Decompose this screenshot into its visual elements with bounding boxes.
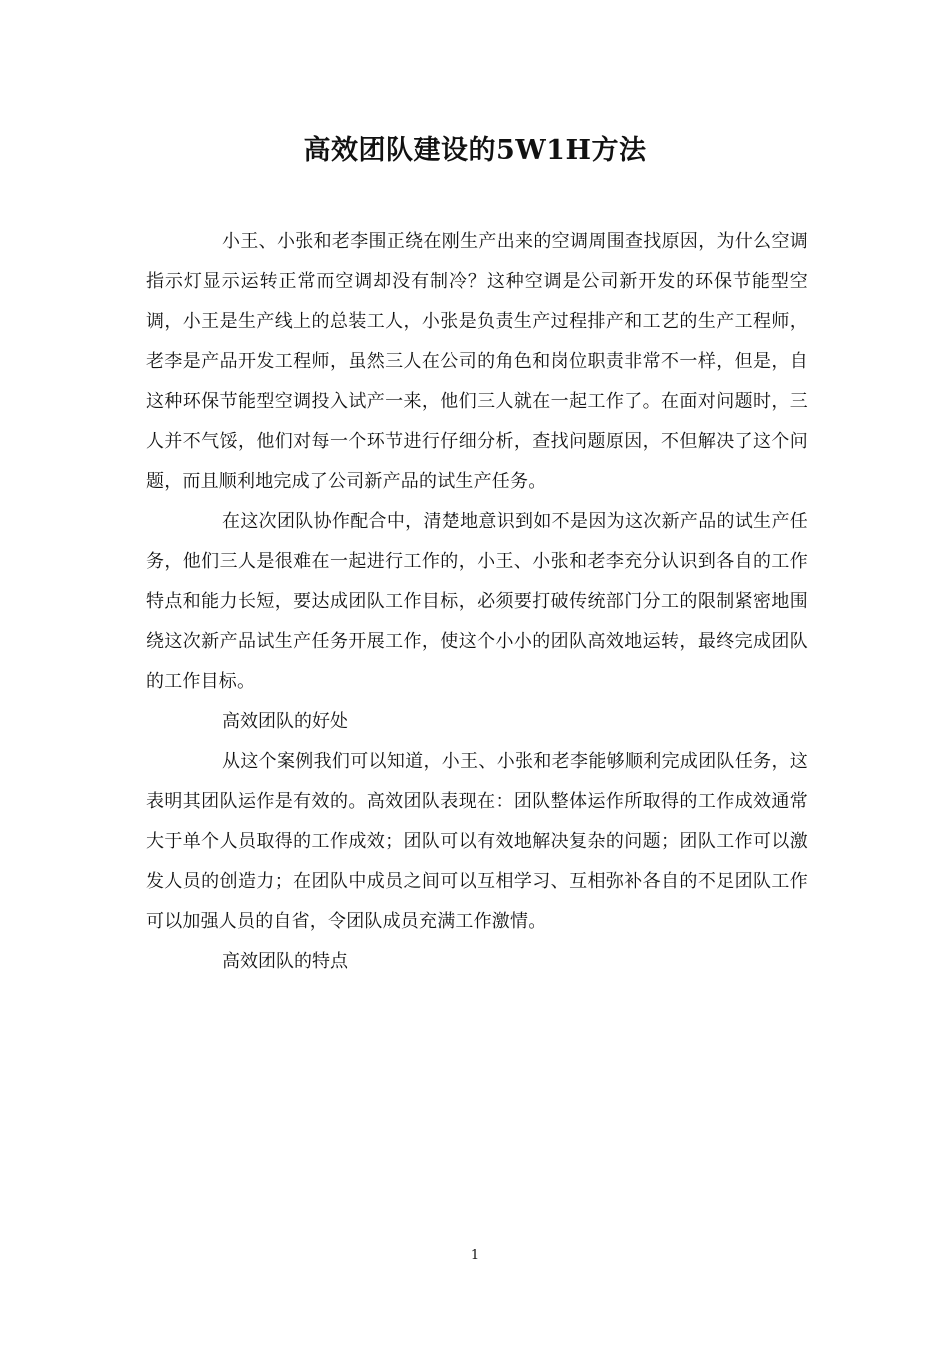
subheading-characteristics: 高效团队的特点 [222,951,348,972]
document-body [146,222,808,982]
document-title: 高效团队建设的5W1H方法 [303,135,647,166]
paragraph-team-collaboration: 在这次团队协作配合中，清楚地意识到如不是因为这次新产品的试生产任务，他们三人是很难在一起进行工作的，小王、小张和老李充分认识到各自的工作特点和能力长短，要达成团队工作目标，必须要打破传统部门分工的限制紧密地围绕这次新产品试生产任务开展工作，使这个小小的团队高效地运转，最终完成团队的工作目标。 [146,511,808,692]
paragraph-case-story: 小王、小张和老李围正绕在刚生产出来的空调周围查找原因，为什么空调指示灯显示运转正常而空调却没有制冷？这种空调是公司新开发的环保节能型空调，小王是生产线上的总装工人，小张是负责生产过程排产和工艺的生产工程师，老李是产品开发工程师，虽然三人在公司的角色和岗位职责非常不一样，但是，自这种环保节能型空调投入试产一来，他们三人就在一起工作了。在面对问题时，三人并不气馁，他们对每一个环节进行仔细分析，查找问题原因，不但解决了这个问题，而且顺利地完成了公司新产品的试生产任务。 [146,231,808,492]
subheading-benefits: 高效团队的好处 [222,711,348,732]
paragraph-benefits: 从这个案例我们可以知道，小王、小张和老李能够顺利完成团队任务，这表明其团队运作是有效的。高效团队表现在：团队整体运作所取得的工作成效通常大于单个人员取得的工作成效；团队可以有效地解决复杂的问题；团队工作可以激发人员的创造力；在团队中成员之间可以互相学习、互相弥补各自的不足团队工作可以加强人员的自省，令团队成员充满工作激情。 [146,751,808,932]
page-number: 1 [470,1248,480,1263]
